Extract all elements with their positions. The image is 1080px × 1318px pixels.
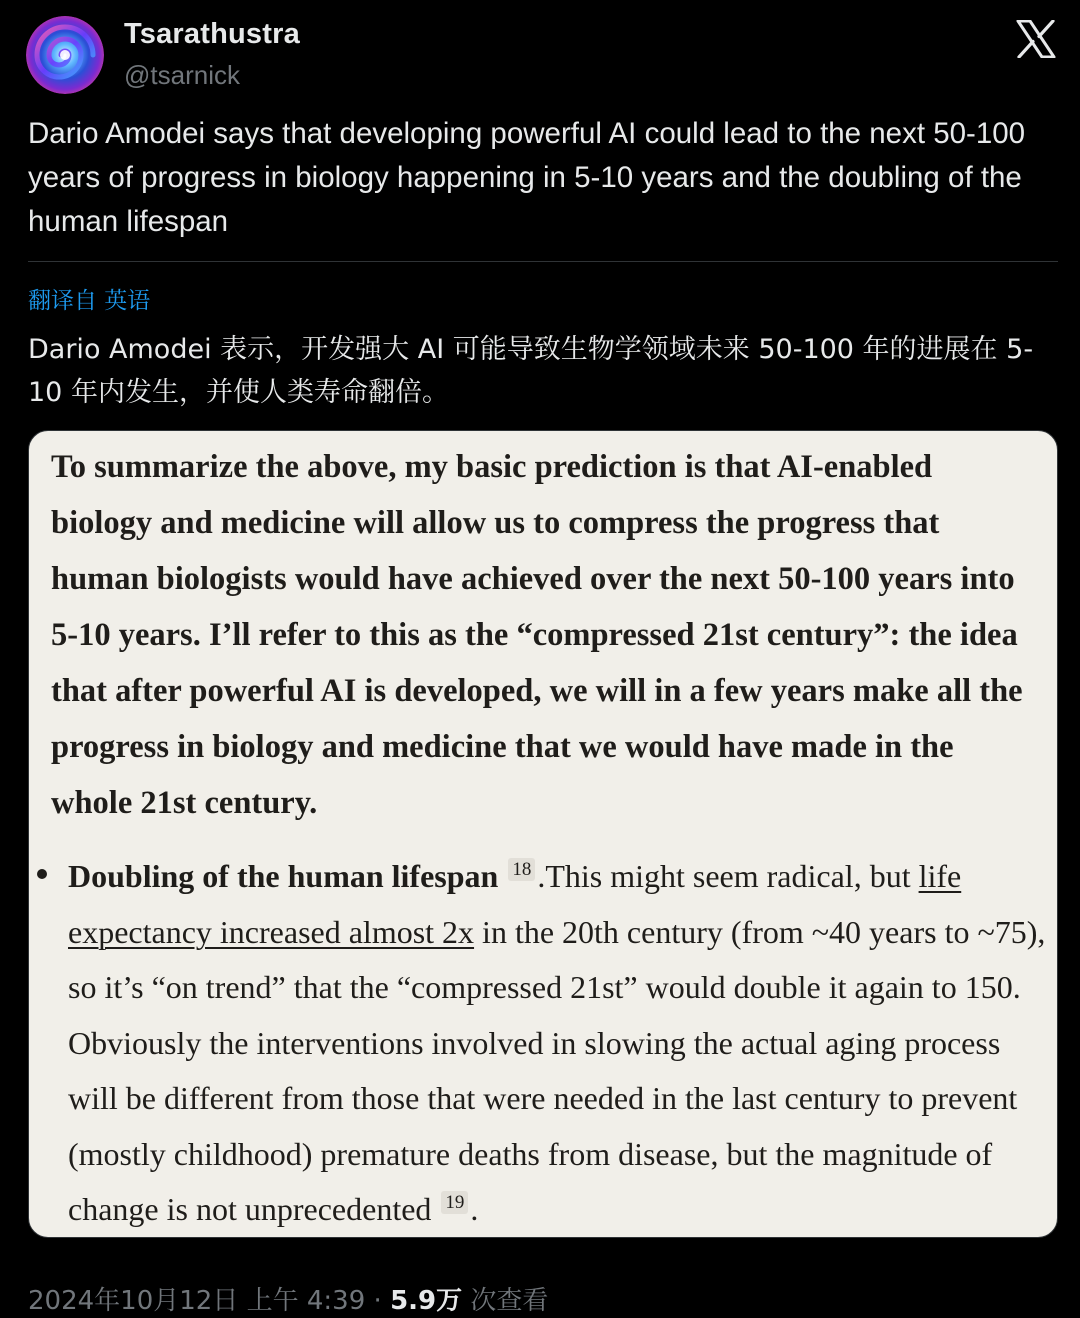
tweet-text: Dario Amodei says that developing powerful AI could lead to the next 50-100 years of progress in biology happening in 5-10 years and the doubling of the human lifespan (28, 117, 1026, 238)
timestamp[interactable]: 2024年10月12日 上午 4:39 (28, 1286, 366, 1316)
views-label: 次查看 (470, 1286, 549, 1316)
media-card-image[interactable] (28, 430, 1058, 1238)
bullet-item (68, 849, 1048, 1238)
tweet-meta (28, 1280, 548, 1317)
bullet-text-after-link: in the 20th century (from ~40 years to ~75), so it’s “on trend” that the “compressed 21st” would double it again to 150. Obviously the interventions involved in slowing the actual aging process will be different from those that were needed in the last century to prevent (mostly childhood) premature deaths from disease, but the magnitude of change is not unprecedented (68, 913, 1046, 1227)
life-expectancy-link: life expectancy increased almost 2x (68, 858, 962, 950)
bullet-point-icon (37, 869, 47, 879)
bullet-heading: Doubling of the human lifespan (68, 858, 499, 894)
translated-from-link[interactable]: 翻译自 英语 (28, 288, 151, 314)
divider (28, 261, 1058, 262)
translated-text: Dario Amodei 表示，开发强大 AI 可能导致生物学领域未来 50-100 年的进展在 5-10 年内发生，并使人类寿命翻倍。 (28, 334, 1034, 408)
footnote-18: 18 (508, 858, 535, 881)
footnote-19: 19 (441, 1191, 468, 1214)
spiral-avatar-icon (26, 16, 104, 94)
x-logo-icon (1016, 20, 1056, 58)
user-handle[interactable]: @tsarnick (124, 60, 240, 90)
bullet-text-before-link: .This might seem radical, but (537, 858, 919, 894)
views-count: 5.9万 (390, 1286, 463, 1316)
meta-separator: · (373, 1286, 382, 1316)
card-paragraph: To summarize the above, my basic prediction is that AI-enabled biology and medicine will allow us to compress the progress that human biologists would have achieved over the next 50-100 years into 5-10 years. I’ll refer to this as the “compressed 21st century”: the idea that after powerful AI is developed, we will in a few years make all the progress in biology and medicine that we would have made in the whole 21st century. (51, 449, 1023, 821)
display-name[interactable]: Tsarathustra (124, 18, 300, 50)
avatar[interactable] (26, 16, 104, 94)
bullet-ending: . (470, 1191, 479, 1227)
